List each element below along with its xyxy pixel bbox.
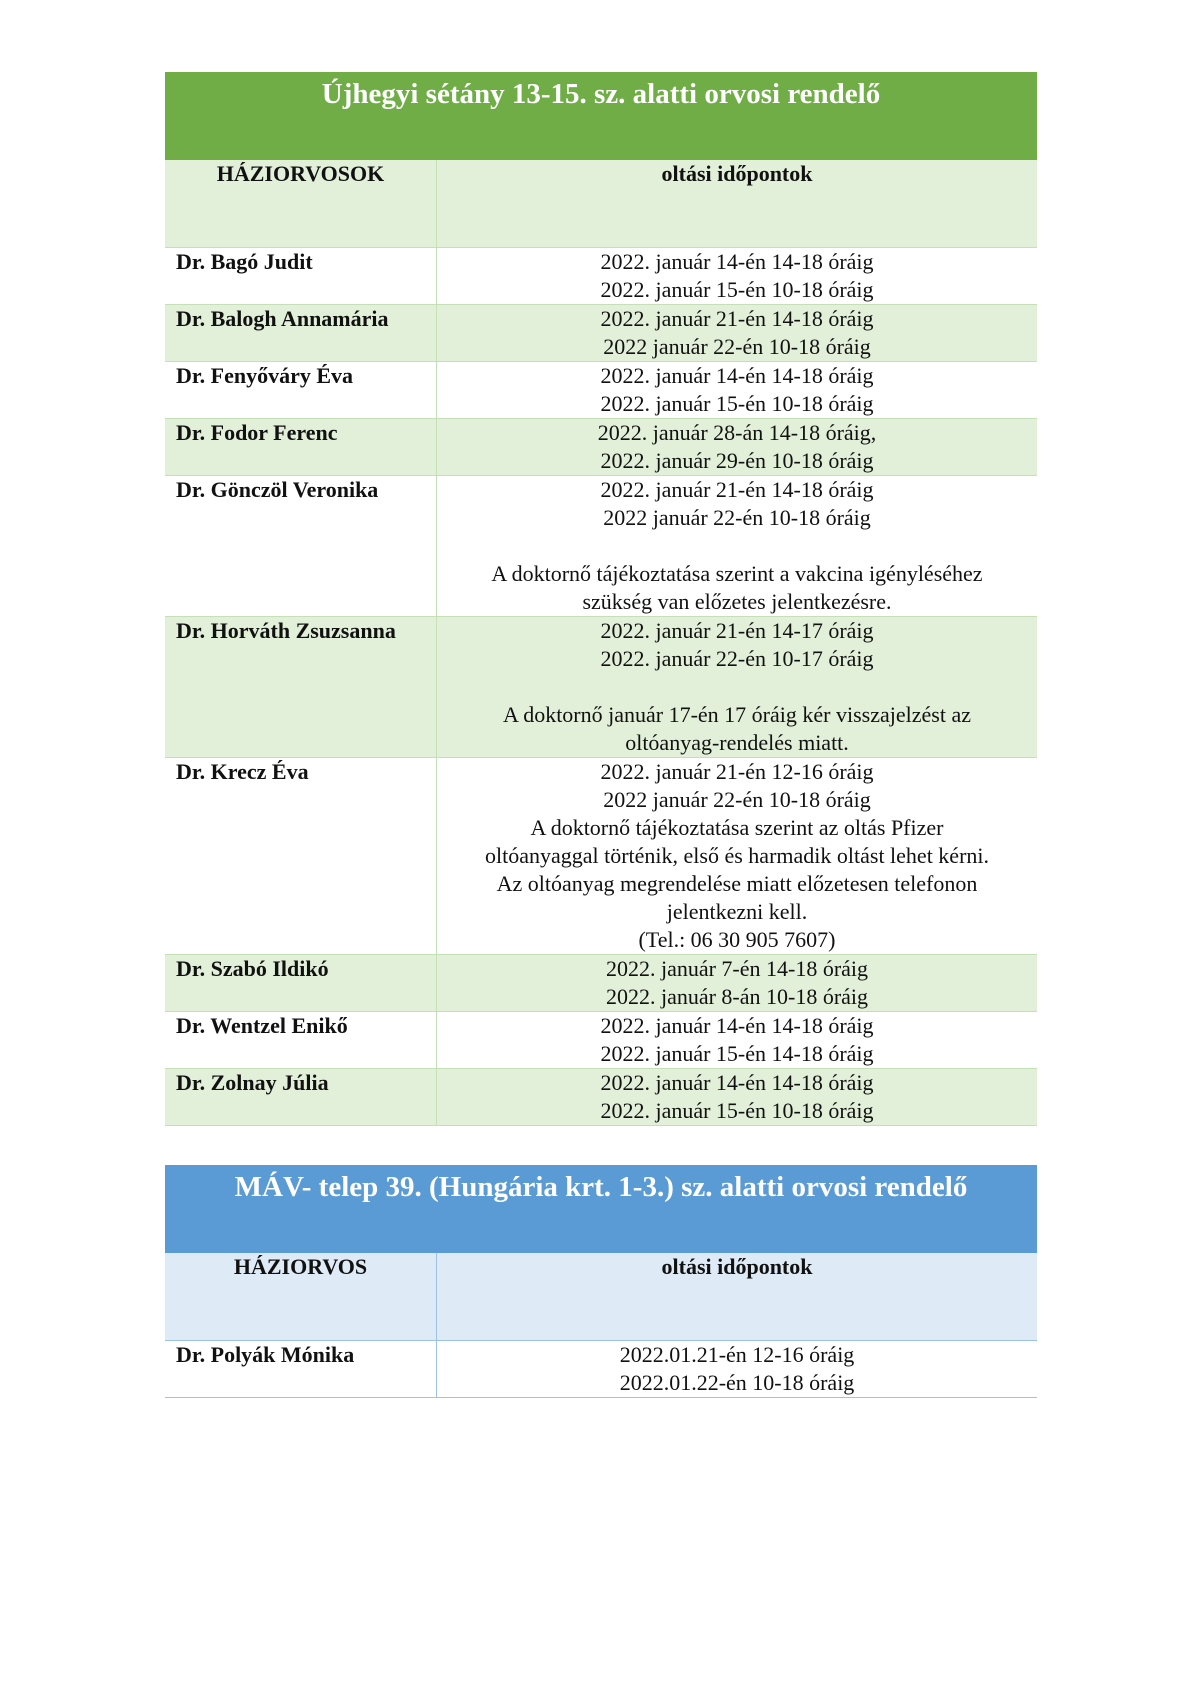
date-line: 2022. január 28-án 14-18 óráig, [597, 420, 877, 445]
date-line: 2022. január 29-én 10-18 óráig [600, 448, 874, 473]
header-dates: oltási időpontok [661, 161, 813, 186]
date-line: 2022. január 15-én 10-18 óráig [600, 1098, 874, 1123]
table-header-row [165, 1253, 1037, 1341]
date-line: 2022. január 21-én 14-18 óráig [600, 477, 874, 502]
date-line: 2022. január 14-én 14-18 óráig [600, 249, 874, 274]
date-line: 2022. január 21-én 12-16 óráig [600, 759, 874, 784]
doctor-name: Dr. Bagó Judit [165, 248, 437, 304]
table-row [165, 362, 1037, 419]
table-row [165, 758, 1037, 955]
table-row [165, 1012, 1037, 1069]
date-line: 2022. január 21-én 14-18 óráig [600, 306, 874, 331]
date-line: (Tel.: 06 30 905 7607) [638, 927, 836, 952]
date-line: 2022. január 14-én 14-18 óráig [600, 1013, 874, 1038]
date-line: A doktornő tájékoztatása szerint az oltás Pfizer [530, 815, 944, 840]
vaccination-dates [437, 476, 1037, 616]
date-line: 2022. január 7-én 14-18 óráig [605, 956, 869, 981]
table-row [165, 248, 1037, 305]
vaccination-dates [437, 248, 1037, 304]
date-line: 2022.01.21-én 12-16 óráig [619, 1342, 855, 1367]
date-line: 2022. január 22-én 10-17 óráig [600, 646, 874, 671]
table-title: Újhegyi sétány 13-15. sz. alatti orvosi rendelő [165, 72, 1037, 160]
vaccination-dates [437, 362, 1037, 418]
table-row [165, 305, 1037, 362]
vaccination-dates [437, 305, 1037, 361]
table-header-row [165, 160, 1037, 248]
date-line: 2022. január 21-én 14-17 óráig [600, 618, 874, 643]
doctor-name: Dr. Szabó Ildikó [165, 955, 437, 1011]
date-line: 2022. január 15-én 10-18 óráig [600, 391, 874, 416]
date-line: 2022.01.22-én 10-18 óráig [619, 1370, 855, 1395]
vaccination-dates [437, 758, 1037, 954]
vaccination-dates [437, 419, 1037, 475]
date-line: 2022 január 22-én 10-18 óráig [603, 787, 871, 812]
table-row [165, 1069, 1037, 1126]
note-line: oltóanyag-rendelés miatt. [625, 730, 849, 755]
table-ujhegyi [165, 72, 1037, 1126]
vaccination-dates [437, 617, 1037, 757]
date-line: 2022. január 8-án 10-18 óráig [605, 984, 869, 1009]
doctor-name: Dr. Horváth Zsuzsanna [165, 617, 437, 757]
doctor-name: Dr. Balogh Annamária [165, 305, 437, 361]
note-line: A doktornő tájékoztatása szerint a vakcina igényléséhez [491, 561, 983, 586]
table-row [165, 955, 1037, 1012]
header-doctors: HÁZIORVOSOK [165, 160, 437, 247]
date-line: 2022 január 22-én 10-18 óráig [603, 505, 871, 530]
date-line: Az oltóanyag megrendelése miatt előzetesen telefonon [496, 871, 978, 896]
vaccination-dates [437, 1012, 1037, 1068]
note-line: szükség van előzetes jelentkezésre. [582, 589, 892, 614]
date-line: 2022. január 15-én 10-18 óráig [600, 277, 874, 302]
vaccination-dates [437, 1341, 1037, 1397]
vaccination-dates [437, 955, 1037, 1011]
doctor-name: Dr. Fenyőváry Éva [165, 362, 437, 418]
doctor-note [451, 560, 1023, 616]
doctor-name: Dr. Polyák Mónika [165, 1341, 437, 1397]
header-doctors: HÁZIORVOS [165, 1253, 437, 1340]
note-line: A doktornő január 17-én 17 óráig kér visszajelzést az [503, 702, 971, 727]
table-row [165, 476, 1037, 617]
table-title: MÁV- telep 39. (Hungária krt. 1-3.) sz. alatti orvosi rendelő [165, 1165, 1037, 1253]
date-line: 2022. január 14-én 14-18 óráig [600, 1070, 874, 1095]
doctor-name: Dr. Fodor Ferenc [165, 419, 437, 475]
doctor-note [451, 701, 1023, 757]
doctor-name: Dr. Zolnay Júlia [165, 1069, 437, 1125]
table-row [165, 617, 1037, 758]
vaccination-dates [437, 1069, 1037, 1125]
doctor-name: Dr. Krecz Éva [165, 758, 437, 954]
date-line: oltóanyaggal történik, első és harmadik oltást lehet kérni. [484, 843, 990, 868]
date-line: 2022 január 22-én 10-18 óráig [603, 334, 871, 359]
doctor-name: Dr. Gönczöl Veronika [165, 476, 437, 616]
date-line: jelentkezni kell. [666, 899, 808, 924]
doctor-name: Dr. Wentzel Enikő [165, 1012, 437, 1068]
table-row [165, 419, 1037, 476]
date-line: 2022. január 14-én 14-18 óráig [600, 363, 874, 388]
table-mav-telep [165, 1165, 1037, 1398]
date-line: 2022. január 15-én 14-18 óráig [600, 1041, 874, 1066]
table-row [165, 1341, 1037, 1398]
header-dates: oltási időpontok [661, 1254, 813, 1279]
